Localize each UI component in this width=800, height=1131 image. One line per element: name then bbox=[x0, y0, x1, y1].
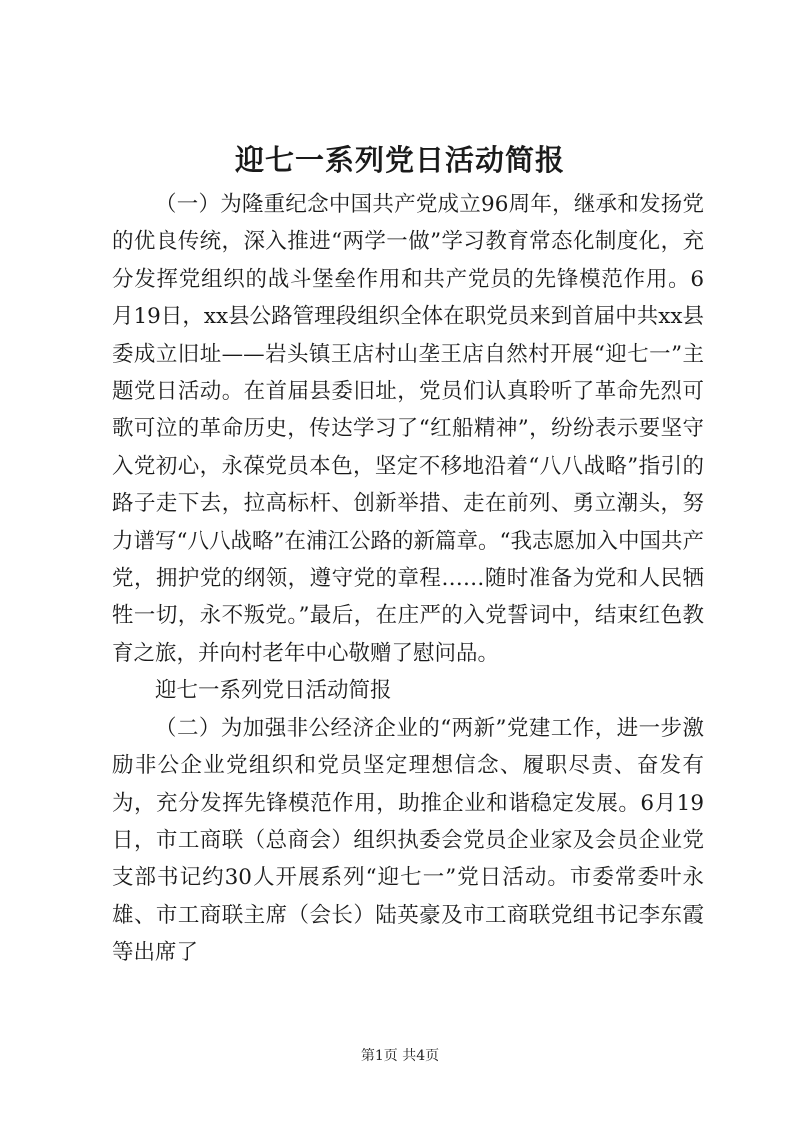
paragraph-1: （一）为隆重纪念中国共产党成立96周年，继承和发扬党的优良传统，深入推进“两学一做”学习教育常态化制度化，充分发挥党组织的战斗堡垒作用和共产党员的先锋模范作用。6月19日，xx县公路管理段组织全体在职党员来到首届中共xx县委成立旧址——岩头镇王店村山垄王店自然村开展“迎七一”主题党日活动。在首届县委旧址，党员们认真聆听了革命先烈可歌可泣的革命历史，传达学习了“红船精神”，纷纷表示要坚守入党初心，永葆党员本色，坚定不移地沿着“八八战略”指引的路子走下去，拉高标杆、创新举措、走在前列、勇立潮头，努力谱写“八八战略”在浦江公路的新篇章。“我志愿加入中国共产党，拥护党的纲领，遵守党的章程……随时准备为党和人民牺牲一切，永不叛党。”最后，在庄严的入党誓词中，结束红色教育之旅，并向村老年中心敬赠了慰问品。 bbox=[112, 192, 704, 666]
section-heading: 迎七一系列党日活动简报 bbox=[155, 678, 392, 704]
page-number: 第1页 共4页 bbox=[360, 1048, 440, 1064]
paragraph-2: （二）为加强非公经济企业的“两新”党建工作，进一步激励非公企业党组织和党员坚定理想信念、履职尽责、奋发有为，充分发挥先锋模范作用，助推企业和谐稳定发展。6月19日，市工商联（总商会）组织执委会党员企业家及会员企业党支部书记约30人开展系列“迎七一”党日活动。市委常委叶永雄、市工商联主席（会长）陆英豪及市工商联党组书记李东霞等出席了 bbox=[112, 715, 704, 966]
document-body bbox=[112, 186, 704, 972]
page-title: 迎七一系列党日活动简报 bbox=[234, 143, 565, 177]
